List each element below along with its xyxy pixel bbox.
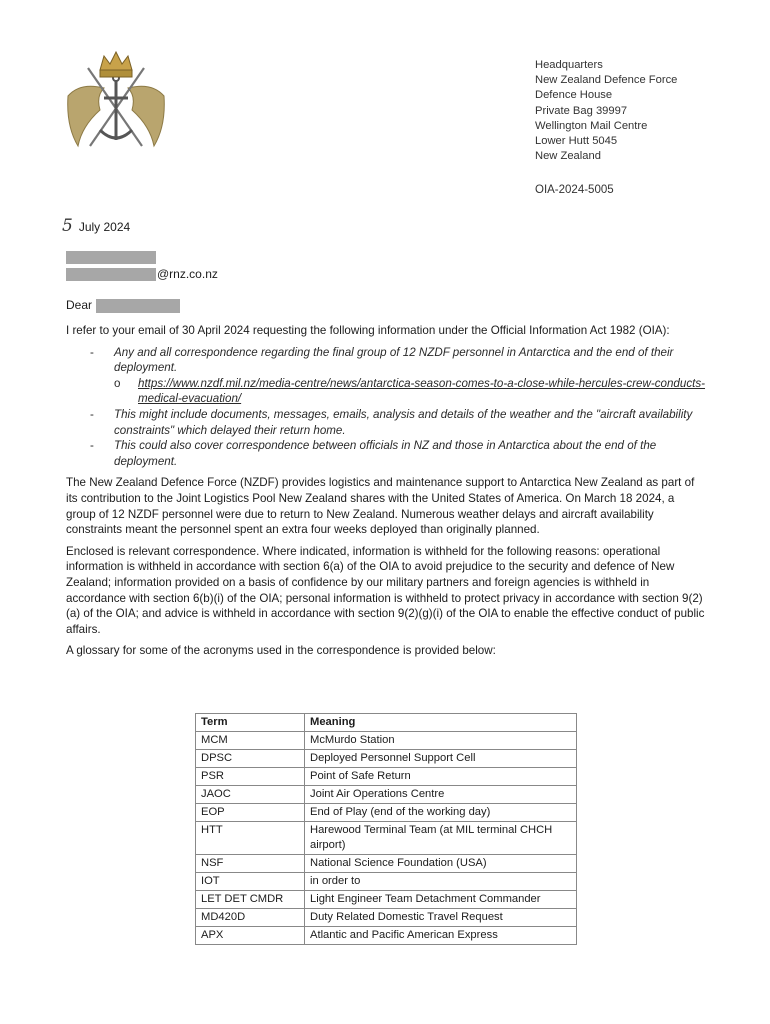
term-cell: EOP bbox=[196, 804, 305, 822]
intro-paragraph: I refer to your email of 30 April 2024 requesting the following information under the Official Information Act 1982 (OIA): bbox=[66, 324, 670, 337]
term-cell: NSF bbox=[196, 855, 305, 873]
column-header-term: Term bbox=[196, 714, 305, 732]
nzdf-crest-icon bbox=[60, 48, 172, 156]
redacted-salutation-name bbox=[96, 299, 180, 313]
address-line: Headquarters bbox=[535, 59, 603, 71]
meaning-cell: Light Engineer Team Detachment Commander bbox=[305, 891, 577, 909]
request-item: - This might include documents, messages, emails, analysis and details of the weather and the "aircraft availability constraints" which delayed their return home. bbox=[66, 407, 706, 438]
glossary-table bbox=[195, 713, 577, 945]
letter-body bbox=[66, 323, 706, 665]
request-list bbox=[66, 345, 706, 470]
term-cell: PSR bbox=[196, 768, 305, 786]
salutation-text: Dear bbox=[66, 298, 93, 312]
meaning-cell: Joint Air Operations Centre bbox=[305, 786, 577, 804]
request-link-item bbox=[66, 376, 706, 407]
handwritten-day: 5 bbox=[62, 216, 73, 236]
meaning-cell: Duty Related Domestic Travel Request bbox=[305, 909, 577, 927]
redacted-recipient-name bbox=[66, 251, 156, 264]
address-line: Private Bag 39997 bbox=[535, 104, 628, 117]
table-row bbox=[196, 873, 577, 891]
meaning-cell: Atlantic and Pacific American Express bbox=[305, 927, 577, 945]
meaning-cell: McMurdo Station bbox=[305, 732, 577, 750]
table-row bbox=[196, 804, 577, 822]
recipient-email bbox=[66, 267, 218, 281]
column-header-meaning: Meaning bbox=[305, 714, 577, 732]
table-row bbox=[196, 768, 577, 786]
reference-number: OIA-2024-5005 bbox=[535, 184, 614, 196]
redacted-email-user bbox=[66, 268, 156, 281]
term-cell: DPSC bbox=[196, 750, 305, 768]
term-cell: MD420D bbox=[196, 909, 305, 927]
context-paragraph: The New Zealand Defence Force (NZDF) provides logistics and maintenance support to Antarctica New Zealand as part of its contribution to the Joint Logistics Pool New Zealand shares with the United States of America. On March 18 2024, a group of 12 NZDF personnel were due to return to New Zealand. Numerous weather delays and aircraft availability constraints meant the personnel spent an extra four weeks deployed than originally planned. bbox=[66, 476, 695, 537]
table-header-row bbox=[196, 714, 577, 732]
meaning-cell: Point of Safe Return bbox=[305, 768, 577, 786]
table-row bbox=[196, 786, 577, 804]
email-suffix: @rnz.co.nz bbox=[157, 267, 218, 281]
table-row bbox=[196, 909, 577, 927]
term-cell: MCM bbox=[196, 732, 305, 750]
meaning-cell: in order to bbox=[305, 873, 577, 891]
term-cell: LET DET CMDR bbox=[196, 891, 305, 909]
table-row bbox=[196, 732, 577, 750]
meaning-cell: Harewood Terminal Team (at MIL terminal CHCH airport) bbox=[305, 822, 577, 855]
address-line: Defence House bbox=[535, 89, 613, 102]
salutation bbox=[66, 298, 180, 313]
term-cell: JAOC bbox=[196, 786, 305, 804]
table-row bbox=[196, 855, 577, 873]
glossary-intro: A glossary for some of the acronyms used in the correspondence is provided below: bbox=[66, 644, 496, 658]
table-row bbox=[196, 822, 577, 855]
table-row bbox=[196, 891, 577, 909]
address-line: New Zealand Defence Force bbox=[535, 74, 678, 87]
term-cell: HTT bbox=[196, 822, 305, 855]
letterhead-address bbox=[535, 58, 677, 164]
letter-date bbox=[62, 216, 130, 236]
term-cell: IOT bbox=[196, 873, 305, 891]
request-item: - Any and all correspondence regarding the final group of 12 NZDF personnel in Antarctica and the end of their deployment. bbox=[66, 345, 706, 376]
table-row bbox=[196, 927, 577, 945]
table-row bbox=[196, 750, 577, 768]
date-text: July 2024 bbox=[78, 220, 131, 234]
request-item: - This could also cover correspondence between officials in NZ and those in Antarctica about the end of the deployment. bbox=[66, 438, 706, 469]
term-cell: APX bbox=[196, 927, 305, 945]
meaning-cell: Deployed Personnel Support Cell bbox=[305, 750, 577, 768]
news-link[interactable]: https://www.nzdf.mil.nz/media-centre/news/antarctica-season-comes-to-a-close-while-hercules-crew-conducts-medical-evacuation/ bbox=[138, 376, 706, 406]
address-line: Lower Hutt 5045 bbox=[535, 135, 618, 148]
address-line: Wellington Mail Centre bbox=[535, 119, 648, 132]
address-line: New Zealand bbox=[535, 150, 601, 163]
meaning-cell: National Science Foundation (USA) bbox=[305, 855, 577, 873]
meaning-cell: End of Play (end of the working day) bbox=[305, 804, 577, 822]
withholding-paragraph: Enclosed is relevant correspondence. Where indicated, information is withheld for the following reasons: operational information is withheld in accordance with section 6(a) of the OIA to avoid prejudice to the security and defence of New Zealand; information provided on a basis of confidence by our military partners and foreign agencies is withheld in accordance with section 6(b)(i) of the OIA; personal information is withheld to protect privacy in accordance with section 9(2)(a) of the OIA; and advice is withheld in accordance with section 9(2)(g)(i) of the OIA to enable the effective conduct of public affairs. bbox=[66, 544, 705, 636]
